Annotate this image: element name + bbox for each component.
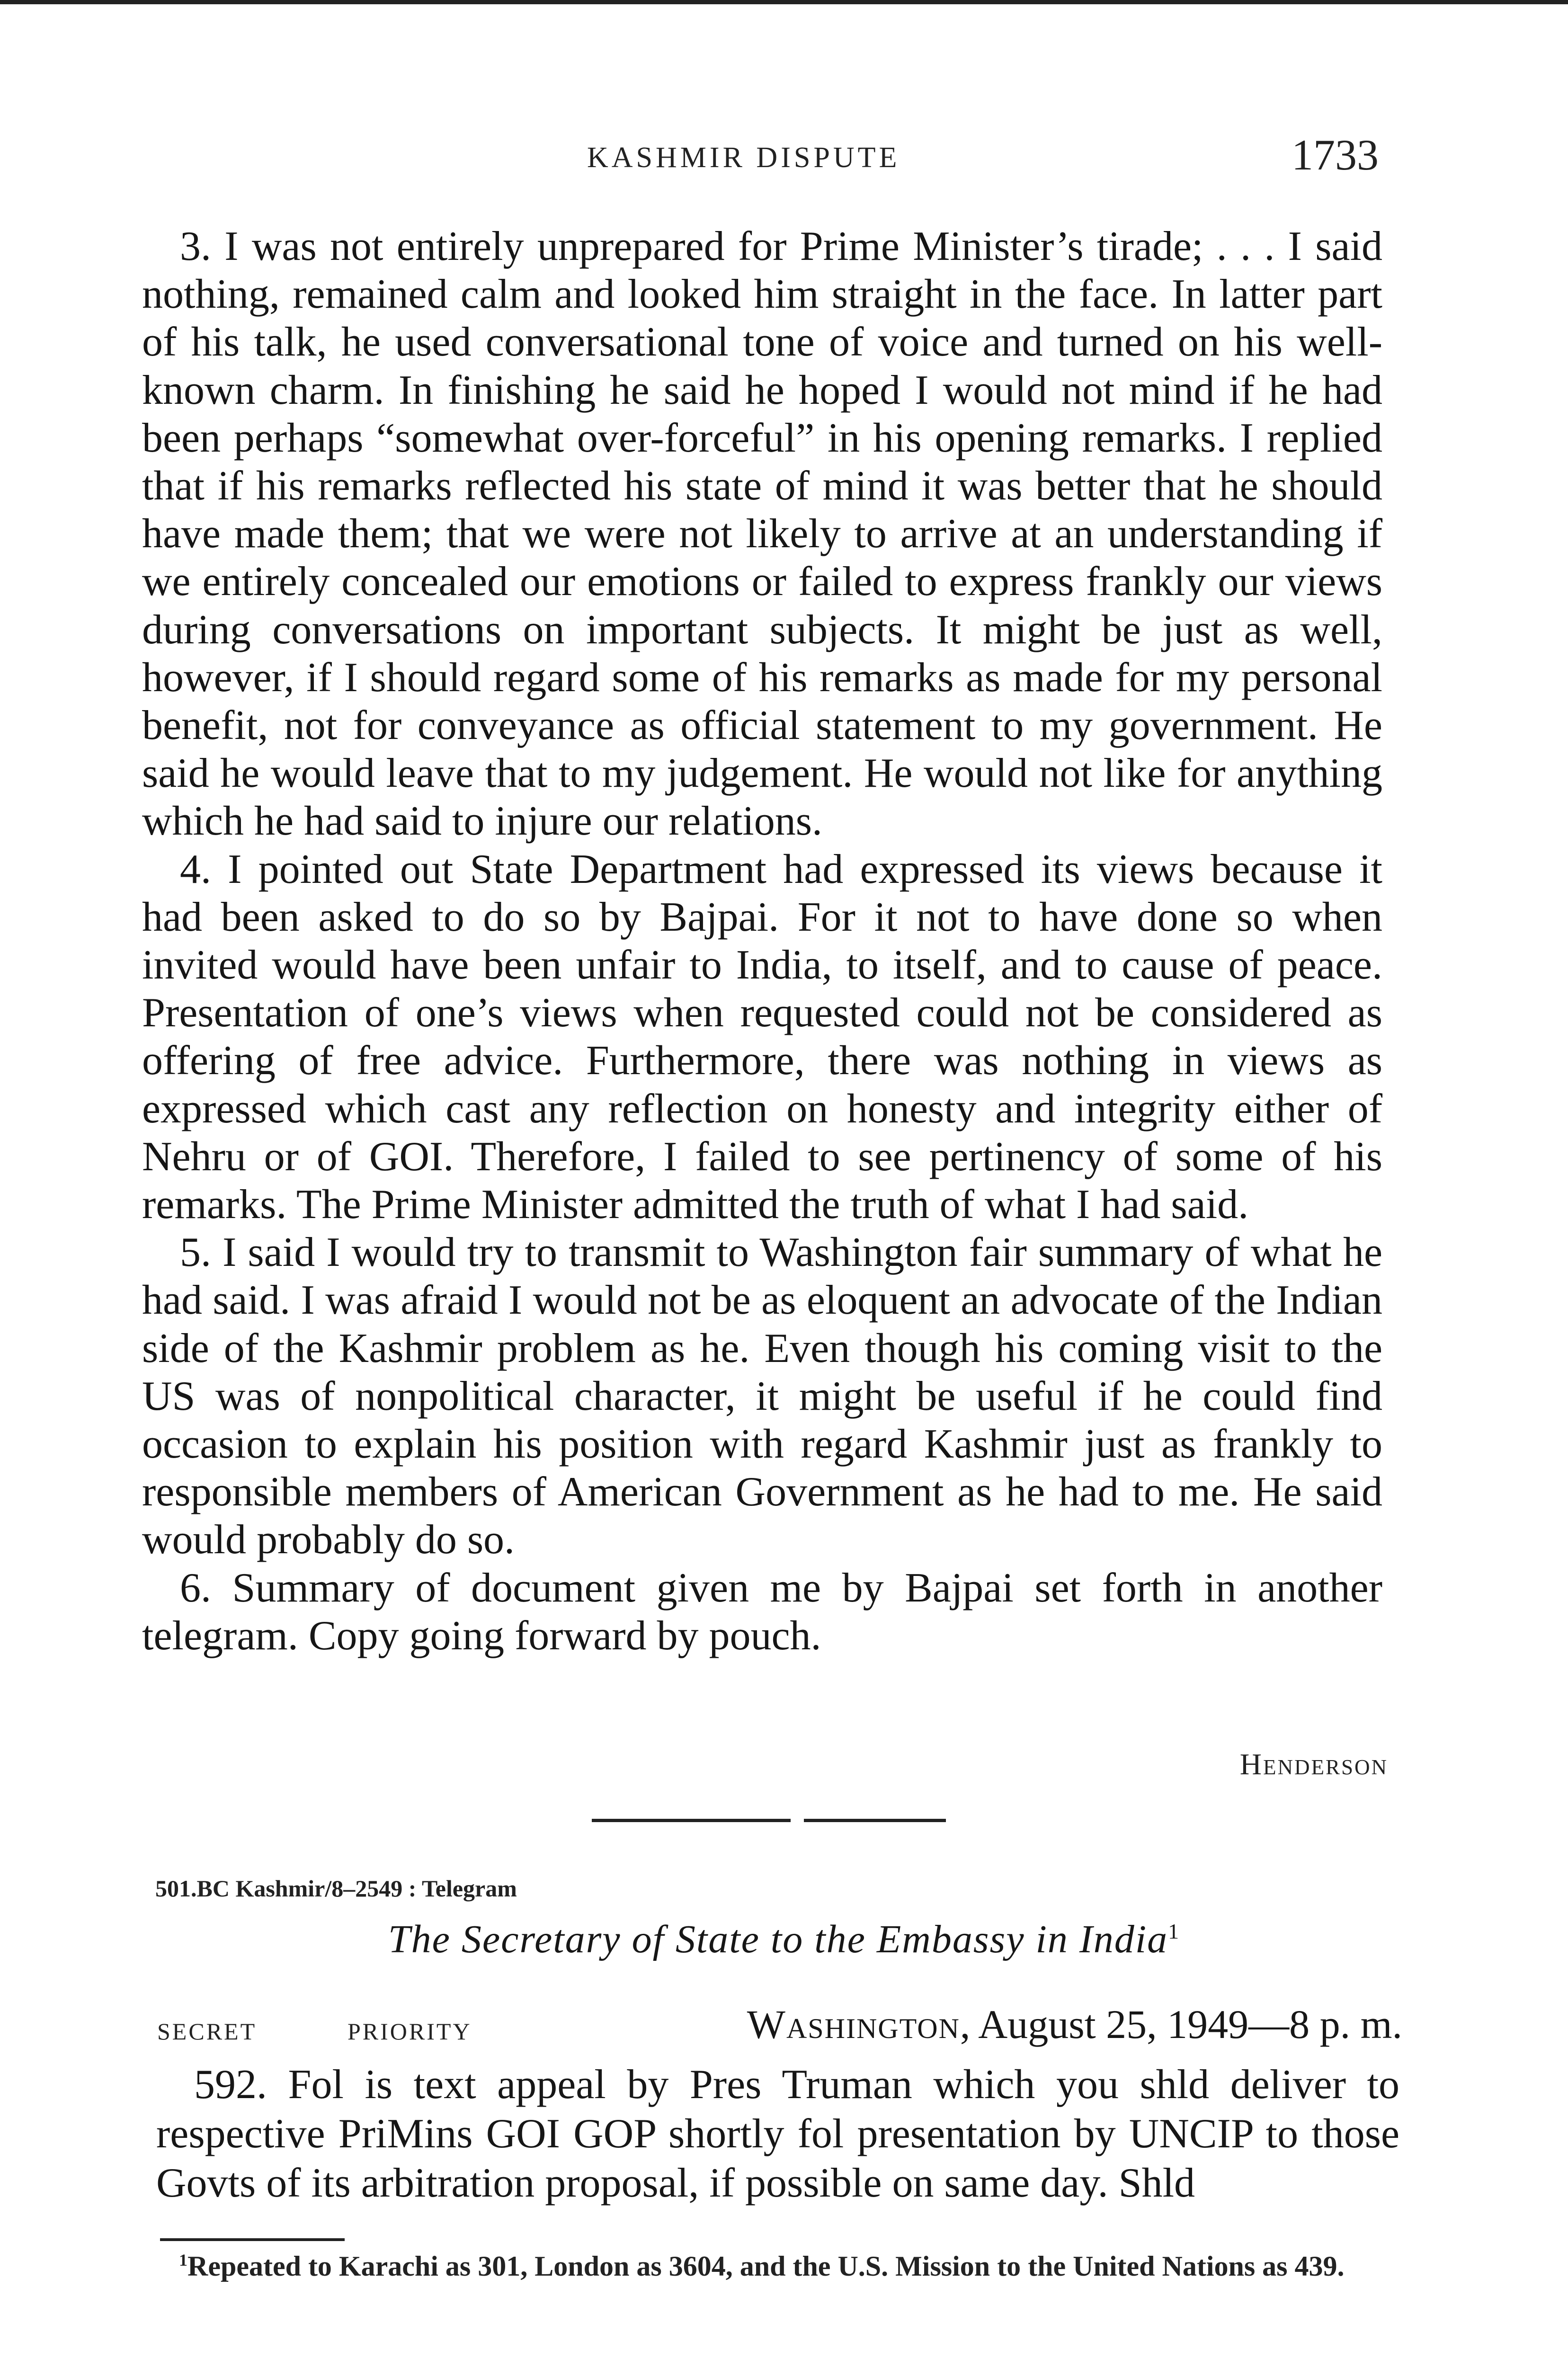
priority-label: PRIORITY	[347, 2018, 472, 2045]
document-title	[0, 1916, 1568, 1962]
classification-label: SECRET	[157, 2018, 257, 2045]
telegram-body	[156, 2060, 1399, 2208]
dateline	[747, 2001, 1402, 2048]
body-text	[142, 222, 1382, 1660]
footnote-text: Repeated to Karachi as 301, London as 3604, and the U.S. Mission to the United Nations as 439.	[187, 2251, 1345, 2282]
dateline-date: , August 25, 1949—8 p. m.	[960, 2002, 1402, 2047]
footnote-mark: 1	[179, 2251, 187, 2269]
footnote	[160, 2242, 1403, 2284]
dateline-place: Washington	[747, 2002, 960, 2047]
title-footnote-mark: 1	[1168, 1919, 1180, 1943]
paragraph-4: 4. I pointed out State Department had expressed its views because it had been asked to do so by Bajpai. For it not to have done so when invited would have been unfair to India, to itself, and to cause of peace. Presentation of one’s views when requested could not be considered as offering of free advice. Furthermore, there was nothing in views as expressed which cast any reflection on honesty and integrity either of Nehru or of GOI. Therefore, I failed to see pertinency of some of his remarks. The Prime Minister admitted the truth of what I had said.	[142, 846, 1382, 1228]
signature: Henderson	[1239, 1747, 1388, 1781]
top-rule	[0, 0, 1568, 4]
document-title-text: The Secretary of State to the Embassy in India	[388, 1917, 1168, 1961]
paragraph-3: 3. I was not entirely unprepared for Prime Minister’s tirade; . . . I said nothing, remained calm and looked him straight in the face. In latter part of his talk, he used conversational tone of voice and turned on his well-known charm. In finishing he said he hoped I would not mind if he had been perhaps “somewhat over-forceful” in his opening remarks. I replied that if his remarks reflected his state of mind it was better that he should have made them; that we were not likely to arrive at an understanding if we entirely concealed our emotions or failed to express frankly our views during conversations on important subjects. It might be just as well, however, if I should regard some of his remarks as made for my personal benefit, not for conveyance as official statement to my government. He said he would leave that to my judgement. He would not like for anything which he had said to injure our relations.	[142, 223, 1382, 845]
paragraph-6: 6. Summary of document given me by Bajpai set forth in another telegram. Copy going forward by pouch.	[142, 1565, 1382, 1659]
section-separator-right	[804, 1819, 946, 1822]
running-head: KASHMIR DISPUTE	[587, 142, 900, 174]
telegram-paragraph: 592. Fol is text appeal by Pres Truman which you shld deliver to respective PriMins GOI GOP shortly fol presentation by UNCIP to those Govts of its arbitration proposal, if possible on same day. Shld	[156, 2062, 1399, 2206]
page-number: 1733	[1292, 131, 1379, 179]
file-reference: 501.BC Kashmir/8–2549 : Telegram	[155, 1875, 517, 1902]
footnote-rule	[160, 2238, 345, 2241]
section-separator-left	[592, 1819, 791, 1822]
paragraph-5: 5. I said I would try to transmit to Washington fair summary of what he had said. I was afraid I would not be as eloquent an advocate of the Indian side of the Kashmir problem as he. Even though his coming visit to the US was of nonpolitical character, it might be useful if he could find occasion to explain his position with regard Kashmir just as frankly to responsible members of American Government as he had to me. He said would probably do so.	[142, 1229, 1382, 1563]
